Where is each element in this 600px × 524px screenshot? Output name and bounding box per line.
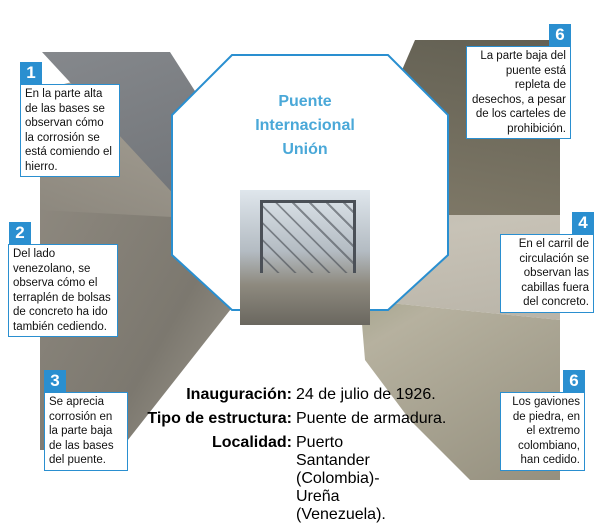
- callout-number: 2: [9, 222, 31, 244]
- callout-number: 6: [563, 370, 585, 392]
- callout-number: 1: [20, 62, 42, 84]
- callout-text: En el carril de circulación se observan las cabillas fuera del concreto.: [500, 234, 594, 313]
- fact-label: Localidad:: [211, 434, 292, 451]
- fact-value: Puente de armadura.: [296, 410, 447, 427]
- callout-text: Del lado venezolano, se observa cómo el terraplén de bolsas de concreto ha ido también cediendo.: [8, 244, 118, 337]
- fact-value: 24 de julio de 1926.: [296, 386, 436, 403]
- title-line: Unión: [282, 141, 328, 158]
- callout-text: Se aprecia corrosión en la parte baja de las bases del puente.: [44, 392, 128, 471]
- infographic-title: [245, 90, 365, 162]
- callout-text: La parte baja del puente está repleta de desechos, a pesar de los carteles de prohibición.: [466, 46, 571, 139]
- callout-number: 3: [44, 370, 66, 392]
- callout-text: Los gaviones de piedra, en el extremo colombiano, han cedido.: [500, 392, 585, 471]
- title-line: Puente: [278, 93, 332, 110]
- fact-label: Tipo de estructura:: [147, 410, 292, 427]
- bridge-truss: [260, 200, 356, 273]
- bridge-photo: [240, 190, 370, 325]
- callout-number: 6: [549, 24, 571, 46]
- title-line: Internacional: [255, 117, 355, 134]
- callout-number: 4: [572, 212, 594, 234]
- callout-text: En la parte alta de las bases se observan cómo la corrosión se está comiendo el hierro.: [20, 84, 120, 177]
- fact-value: Puerto Santander (Colombia)-Ureña (Venezuela).: [296, 434, 386, 523]
- fact-label: Inauguración:: [186, 386, 292, 403]
